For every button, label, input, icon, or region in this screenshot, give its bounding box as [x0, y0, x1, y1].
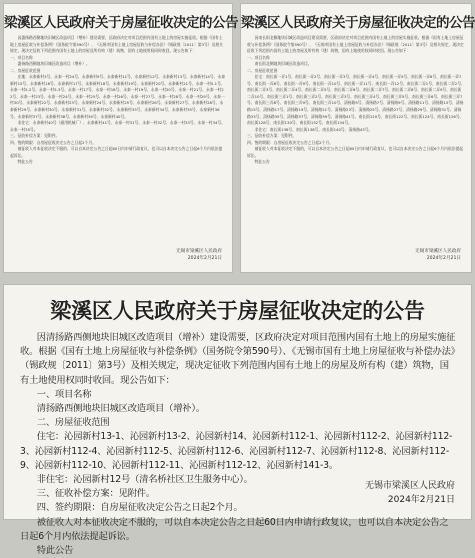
issuing-org: 无锡市梁溪区人民政府 [364, 481, 455, 491]
item-scope: 二、房屋征收范围 [247, 67, 278, 73]
notice-body [4, 35, 232, 166]
item-scope: 二、房屋征收范围 [36, 417, 110, 429]
closing-text: 特此公告 [254, 159, 270, 165]
notice-intro: 因清扬路西侧地块旧城区改造项目（增补）建设需要，区政府决定对项目范围内国有土地上的房屋实施征收。根据《国有土地上房屋征收与补偿条例》（国务院令第590号）、《无锡市国有土地上房屋征收与补偿办法》（锡政规〔2011〕第3号）及相关规定，现决定征收下列范围内国有土地上的房屋及所有构（建）筑物，国有土地使用权同时收回。现公告如下： [20, 332, 456, 386]
signature-block [365, 479, 455, 507]
project-name-value: 南长街北侧地块旧城区改造项目。 [254, 61, 312, 67]
issuing-org: 无锡市梁溪区人民政府 [176, 249, 222, 254]
notice-card-top-right [240, 3, 475, 273]
item-project-name: 一、项目名称 [36, 388, 92, 400]
notice-intro: 因惠扬路西侧地块旧城区改造项目（增补）建设需要，区政府决定对项目范围内国有土地上的房屋实施征收。根据《国有土地上房屋征收与补偿条例》（国务院令第590号）、《无锡市国有土地上房屋征收与补偿办法》（锡政规〔2011〕第3号）及相关规定，现决定征收下列范围内国有土地上的房屋及所有构（建）筑物，国有土地使用权同时收回。现公告如下： [10, 35, 223, 54]
project-name-value: 惠扬路西侧地块旧城区改造项目（增补）。 [17, 61, 90, 67]
item-signing-period: 四、签约期限：自房屋征收决定公告之日起2个月。 [10, 139, 96, 145]
scope-non-residential: 非住宅：沁园新村12号（清名桥社区卫生服务中心）。 [36, 474, 253, 486]
item-project-name: 一、项目名称 [247, 54, 270, 60]
issue-date: 2024年2月21日 [387, 495, 455, 505]
item-project-name: 一、项目名称 [10, 54, 33, 60]
closing-text: 特此公告 [36, 545, 74, 557]
item-signing-period: 四、签约期限：自房屋征收决定公告之日起2个月。 [247, 139, 333, 145]
notice-intro: 因南长街北侧地块旧城区改造项目建设需要，区政府决定对项目范围内国有土地上的房屋实施征收。根据《国有土地上房屋征收与补偿条例》（国务院令第590号）、《无锡市国有土地上房屋征收与补偿办法》（锡政规〔2011〕第3号）及相关规定，现决定征收下列范围内国有土地上的房屋及所有构（建）筑物，国有土地使用权同时收回。现公告如下： [247, 35, 464, 54]
notice-body [4, 331, 471, 558]
item-compensation: 三、征收补偿方案：见附件。 [247, 133, 297, 139]
scope-residential: 住宅：沁园新村13-1、沁园新村13-2、沁园新村14、沁园新村112-1、沁园新村112-2、沁园新村112-3、沁园新村112-4、沁园新村112-5、沁园新村112-6、沁园新村112-7、沁园新村112-8、沁园新村112-9、沁园新村112-10、沁园新村112-11、沁园新村112-12、沁园新村141-3。 [20, 431, 453, 471]
notice-title: 梁溪区人民政府关于房屋征收决定的公告 [50, 298, 425, 323]
signature-block [176, 248, 222, 262]
closing-text: 特此公告 [17, 159, 33, 165]
item-appeal: 被征收人对本征收决定不服的，可以自本决定公告之日起60日内申请行政复议，也可以自本决定公告之日起6个月内依法提起诉讼。 [20, 516, 449, 542]
scope-residential: 住宅：南长街一弄1号、南长街一弄2号、南长街一弄3号、南长街一弄4号、南长街一弄5号、南长街一弄6号、南长街一弄7号、南长街一弄8号、南长街一弄9号、南长街一弄10号、南长街一弄11号、南长街一弄12号、南长街二弄1号、南长街二弄2号、南长街二弄3号、南长街二弄4号、南长街二弄5号、南长街二弄6号、南长街二弄7号、南长街二弄8号、南长街二弄9号、南长街二弄10号、南长街三弄1号、南长街三弄2号、南长街三弄3号、南长街三弄4号、南长街三弄5号、南长街三弄6号、南长街三弄7号、南长街三弄8号、南长街三弄9号、南长街三弄10号、清扬路5号、清扬路7号、清扬路9号、清扬路11号、清扬路13号、清扬路15号、清扬路17号、清扬路19号、清扬路21号、清扬路23号、清扬路25号、清扬路27号、清扬路29号、清扬路31号、清扬路33号、清扬路35号、清扬路37号、清扬路39号、清扬路41号、南长街120号、南长街122号、南长街124号、南长街126号、南长街128号、南长街130号、南长街132号、南长街134号。 [247, 74, 465, 126]
item-compensation: 三、征收补偿方案：见附件。 [36, 488, 155, 500]
notice-title: 梁溪区人民政府关于房屋征收决定的公告 [241, 15, 475, 31]
issuing-org: 无锡市梁溪区人民政府 [415, 249, 461, 254]
notice-card-bottom [3, 284, 472, 557]
scope-non-residential: 非住宅：南长街136号、南长街138号、南长街140号、清扬路43号。 [254, 126, 373, 132]
issue-date: 2024年2月21日 [187, 256, 222, 261]
signature-block [415, 248, 461, 262]
notice-body [241, 35, 471, 166]
item-appeal: 被征收人对本征收决定不服的，可以自本决定公告之日起60日内申请行政复议，也可以自本决定公告之日起6个月内依法提起诉讼。 [247, 146, 464, 158]
item-compensation: 三、征收补偿方案：见附件。 [10, 133, 60, 139]
item-appeal: 被征收人对本征收决定不服的，可以自本决定公告之日起60日内申请行政复议，也可以自本决定公告之日起6个月内依法提起诉讼。 [10, 146, 223, 158]
item-signing-period: 四、签约期限：自房屋征收决定公告之日起2个月。 [36, 502, 243, 514]
notice-title: 梁溪区人民政府关于房屋征收决定的公告 [4, 15, 238, 31]
notice-card-top-left [3, 3, 238, 273]
scope-residential: 庄地：永泰新村3号、永泰一村24号、永泰新村9号、永泰新村11号、永泰新村12号、永泰新村13号、永泰新村14号、永泰新村15号、永泰新村16号、永泰新村17号、永泰新村18号、永泰新村19号、永泰新村20号、永泰新村21号、永泰一村5-1号、永泰一村5-2号、永泰一村5-3号、永泰一村17号、永泰一村18号、永泰一村19号、永泰一村20号、永泰一村21号、永泰一村22号、永泰一村23号、永泰一村24号、永泰一村25号、永泰一村26号、永泰一村27号、永泰一村28号、永泰一村29号、永泰一村30号、永泰新村22号、永泰新村23号、永泰新村24号、永泰新村25号、永泰新村26号、永泰新村27号、永泰新村28号、永泰新村29号、永泰新村30号、永泰新村31号、永泰新村32号、永泰新村33号、永泰新村34号、永泰新村35号、永泰新村36号、永泰新村37号、永泰新村38号、永泰新村39号、永泰新村40号。 [10, 74, 226, 119]
item-scope: 二、房屋征收范围 [10, 67, 41, 73]
project-name-value: 清扬路西侧地块旧城区改造项目（增补）。 [36, 403, 205, 415]
scope-non-residential: 非住宅：永泰新村40号（通用机械厂）、永泰新村41号、永泰一村31号、永泰一村32号、永泰一村33号、永泰一村34号、永泰一村35号。 [10, 120, 226, 132]
issue-date: 2024年2月21日 [426, 256, 461, 261]
